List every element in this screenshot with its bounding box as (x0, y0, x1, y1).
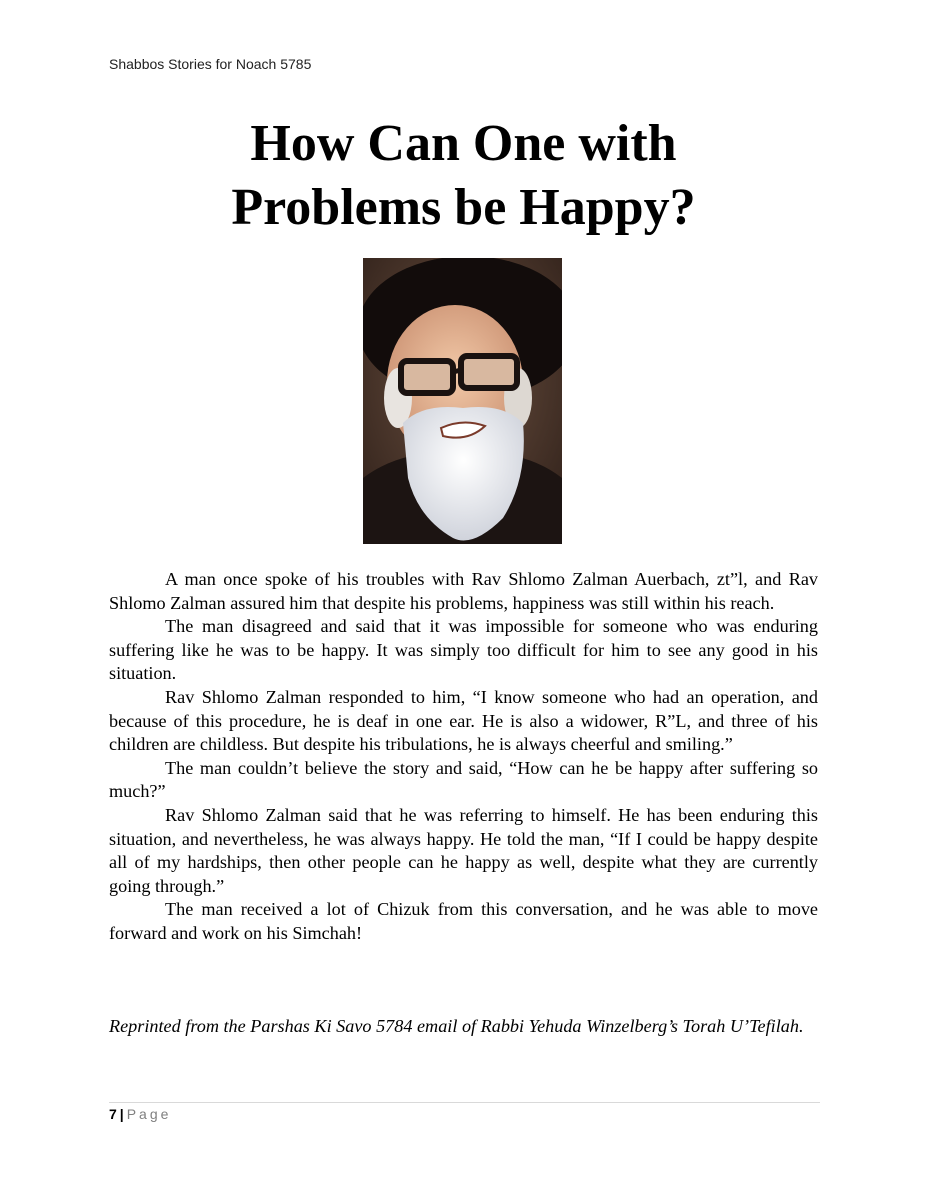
paragraph: Rav Shlomo Zalman responded to him, “I know someone who had an operation, and because of this procedure, he is deaf in one ear. He is also a widower, R”L, and three of his children are childless. But despite his tribulations, he is always cheerful and smiling.” (109, 686, 818, 755)
paragraph: A man once spoke of his troubles with Rav Shlomo Zalman Auerbach, zt”l, and Rav Shlomo Zalman assured him that despite his problems, happiness was still within his reach. (109, 569, 818, 613)
portrait-photo-icon (363, 258, 562, 544)
footer-divider (109, 1102, 820, 1103)
paragraph: The man disagreed and said that it was impossible for someone who was enduring suffering like he was to be happy. It was simply too difficult for him to see any good in his situation. (109, 616, 818, 684)
page-title (0, 112, 927, 240)
title-line-2: Problems be Happy? (231, 179, 696, 236)
page-number: 7 (109, 1106, 117, 1122)
title-line-1: How Can One with (250, 115, 677, 172)
source-credit: Reprinted from the Parshas Ki Savo 5784 email of Rabbi Yehuda Winzelberg’s Torah U’Tefilah. (109, 1016, 804, 1036)
paragraph: The man received a lot of Chizuk from this conversation, and he was able to move forward and work on his Simchah! (109, 899, 818, 943)
portrait-photo (363, 258, 562, 544)
paragraph: Rav Shlomo Zalman said that he was referring to himself. He has been enduring this situation, and nevertheless, he was always happy. He told the man, “If I could be happy despite all of my hardships, then other people can he happy as well, despite what they are currently going through.” (109, 804, 818, 896)
page-label: Page (126, 1106, 172, 1122)
page-footer (109, 1106, 171, 1122)
footer-separator: | (119, 1106, 124, 1122)
paragraph: The man couldn’t believe the story and said, “How can he be happy after suffering so much?” (109, 757, 818, 802)
running-header: Shabbos Stories for Noach 5785 (109, 56, 312, 72)
story-body (109, 568, 818, 946)
